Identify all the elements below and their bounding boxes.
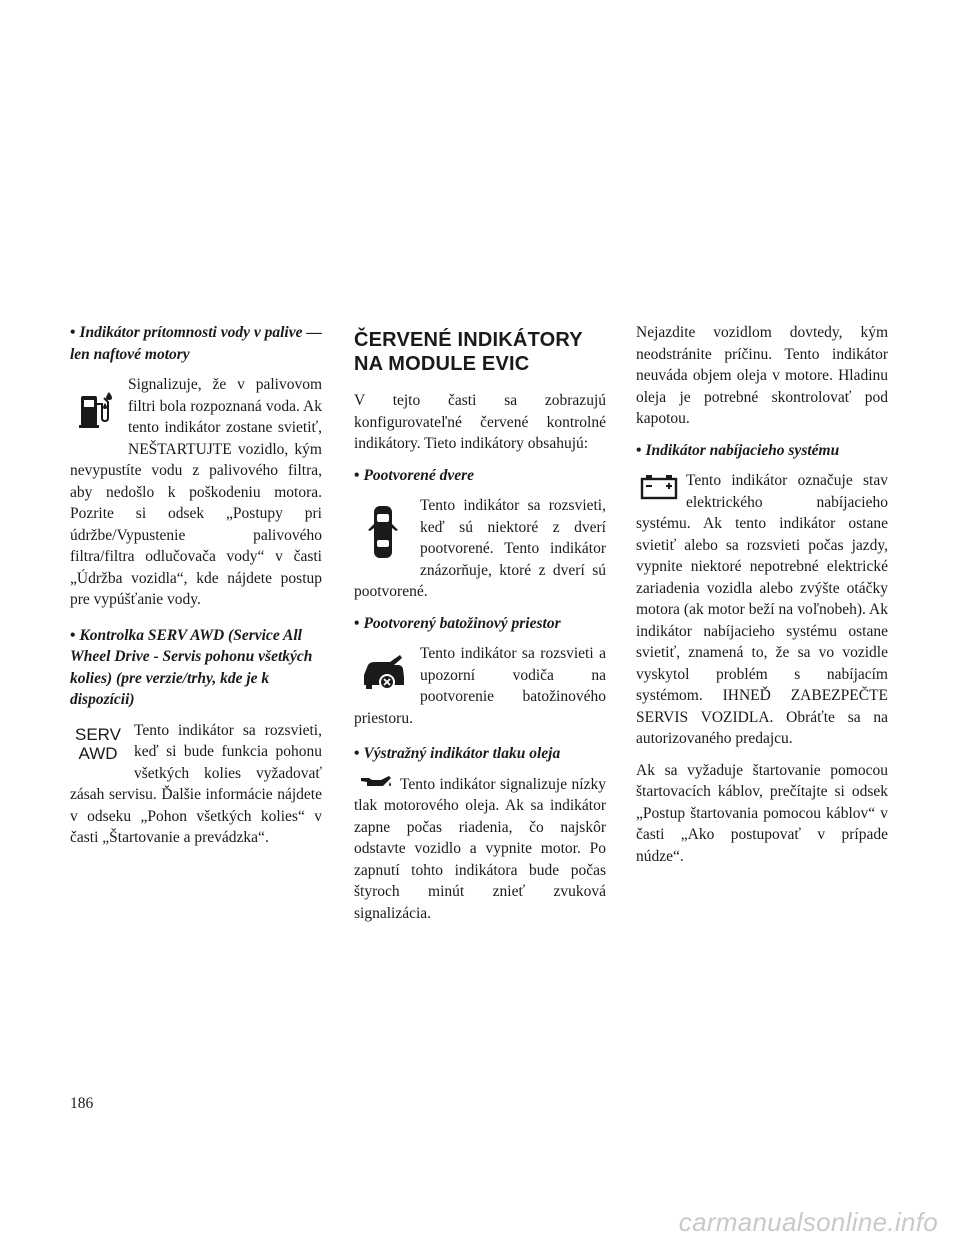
trunk-ajar-text: Tento indikátor sa rozsvieti a upozorní vodiča na pootvorenie batožinového priestoru.: [354, 645, 606, 727]
section-title-line2: NA MODULE EVIC: [354, 353, 530, 375]
serv-awd-heading: • Kontrolka SERV AWD (Service All Wheel Drive - Servis pohonu všetkých kolies) (pre verzie/trhy, kde je k dispozícii): [70, 626, 313, 708]
section-title: [354, 328, 606, 376]
car-door-ajar-icon: [354, 499, 412, 565]
door-ajar-heading: • Pootvorené dvere: [354, 466, 475, 484]
water-in-fuel-heading: • Indikátor prítomnosti vody v palive — len naftové motory: [70, 324, 322, 363]
charging-system-heading: • Indikátor nabíjacieho systému: [636, 441, 840, 459]
column-right: [636, 322, 888, 877]
serv-awd-text: Tento indikátor sa rozsvieti, keď si bude funkcia pohonu všetkých kolies vyžadovať zásah servisu. Ďalšie informácie nájdete v odseku „Pohon všetkých kolies“ v časti „Štartovanie a prevádzka“.: [70, 721, 322, 846]
charging-system-text: Tento indikátor označuje stav elektrického nabíjacieho systému. Ak tento indikátor ostane svietiť alebo sa rozsvieti počas jazdy, vypnite niektoré nepotrebné elektrické zariadenia vozidla alebo zvýšte otáčky motora (ak motor beží na voľnobeh). Ak indikátor nabíjacieho systému ostane svietiť, znamená to, že sa vo vozidle vyskytol problém s nabíjacím systémom. IHNEĎ ZABEZPEČTE SERVIS VOZIDLA. Obráťte sa na autorizovaného predajcu.: [636, 472, 888, 747]
serv-awd-icon: [70, 722, 126, 766]
column-middle: [354, 322, 606, 934]
water-in-fuel-text: Signalizuje, že v palivovom filtri bola rozpoznaná voda. Ak tento indikátor zostane svietiť, NEŠTARTUJTE vozidlo, kým nevypustíte vodu z palivového filtra, aby nedošlo k poškodeniu motora. Pozrite si odsek „Postupy pri údržbe/Vypustenie palivového filtra/filtra odlučovača vody“ v časti „Údržba vozidla“, kde nájdete postup pre vypúšťanie vody.: [70, 376, 322, 608]
page-number: 186: [70, 1095, 94, 1112]
oil-pressure-text-continued: Nejazdite vozidlom dovtedy, kým neodstránite príčinu. Tento indikátor neuváda objem oleja v motore. Hladinu oleja je potrebné skontrolovať pod kapotou.: [636, 324, 888, 427]
section-intro: V tejto časti sa zobrazujú konfigurovateľné červené kontrolné indikátory. Tieto indikátory obsahujú:: [354, 392, 606, 452]
oil-pressure-heading: • Výstražný indikátor tlaku oleja: [354, 745, 561, 762]
column-left: [70, 322, 322, 859]
trunk-ajar-icon: [354, 647, 412, 699]
jump-start-text: Ak sa vyžaduje štartovanie pomocou štartovacích káblov, prečítajte si odsek „Postup štartovania pomocou káblov“ v časti „Ako postupovať v prípade núdze“.: [636, 761, 888, 865]
trunk-ajar-heading: • Pootvorený batožinový priestor: [354, 614, 561, 632]
door-ajar-text: Tento indikátor sa rozsvieti, keď sú niektoré z dverí pootvorené. Tento indikátor znázorňuje, ktoré z dverí sú pootvorené.: [354, 497, 606, 600]
section-title-line1: ČERVENÉ INDIKÁTORY: [354, 329, 583, 351]
oil-pressure-text: Tento indikátor signalizuje nízky tlak motorového oleja. Ak sa indikátor zapne počas riadenia, čo najskôr odstavte vozidlo a vypnite motor. Po zapnutí tohto indikátora bude počas štyroch minút znieť zvuková signalizácia.: [354, 775, 606, 922]
watermark-link[interactable]: carmanualsonline.info: [678, 1207, 938, 1237]
battery-icon: [636, 472, 682, 502]
serv-awd-icon-line1: SERV: [75, 724, 121, 744]
fuel-pump-water-icon: [70, 380, 122, 440]
serv-awd-icon-line2: AWD: [78, 743, 118, 763]
oil-can-icon: [354, 774, 398, 794]
